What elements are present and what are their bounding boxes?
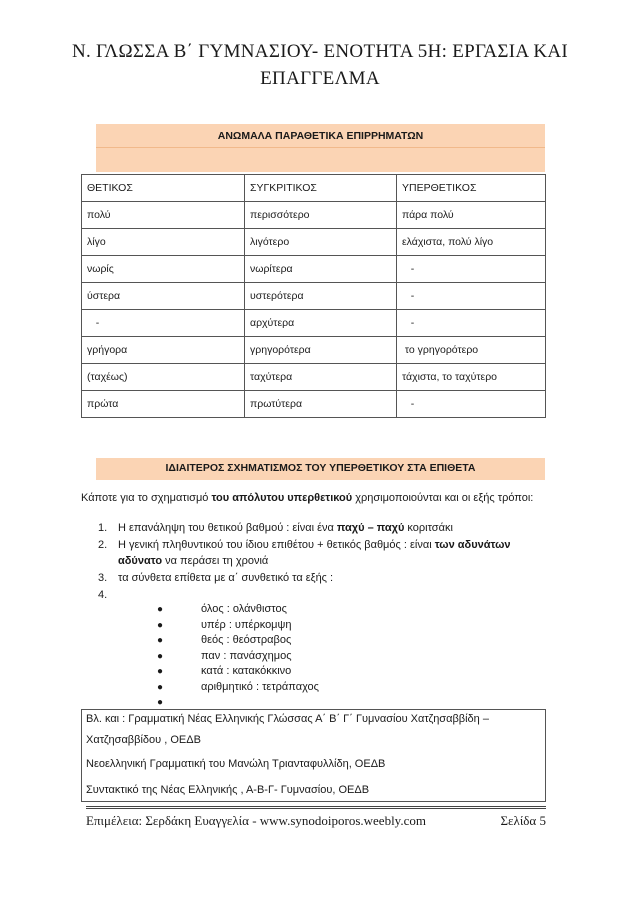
adverb-degrees-table	[81, 174, 546, 418]
table-cell: ύστερα	[82, 283, 245, 310]
bullet-text: παν : πανάσχημος	[201, 649, 292, 662]
table-row	[82, 391, 546, 418]
table-row	[82, 256, 546, 283]
step-number: 2.	[98, 539, 108, 551]
table-cell: λίγο	[82, 229, 245, 256]
page-number: Σελίδα 5	[500, 813, 546, 828]
table-cell: -	[82, 310, 245, 337]
list-item	[81, 537, 551, 569]
step-number: 1.	[98, 522, 108, 534]
step-number: 4.	[98, 589, 108, 601]
bullet-text: κατά : κατακόκκινο	[201, 665, 292, 677]
step-text-end: κοριτσάκι	[404, 522, 453, 534]
bullet-icon: ●	[157, 604, 164, 615]
table-cell: περισσότερο	[245, 202, 397, 229]
bullet-text: υπέρ : υπέρκομψη	[201, 618, 292, 631]
table-cell: νωρίτερα	[245, 256, 397, 283]
table-cell: πολύ	[82, 202, 245, 229]
heading-divider	[96, 147, 545, 148]
bullet-icon: ●	[157, 681, 164, 693]
bullet-icon: ●	[157, 650, 164, 662]
table-row	[82, 337, 546, 364]
step-bold-text: των αδυνάτων αδύνατο	[118, 539, 511, 567]
intro-bold-text: του απόλυτου υπερθετικού	[211, 492, 353, 504]
reference-line: Συντακτικό της Νέας Ελληνικής , Α-Β-Γ- Γυμνασίου, ΟΕΔΒ	[86, 784, 370, 796]
reference-line: Βλ. και : Γραμματική Νέας Ελληνικής Γλώσσας Α΄ Β΄ Γ΄ Γυμνασίου Χατζησαββίδη –	[86, 713, 489, 725]
page-footer	[86, 806, 546, 829]
table-cell: ταχύτερα	[245, 364, 397, 391]
bullet-text: όλος : ολάνθιστος	[201, 603, 287, 615]
numbered-list	[81, 520, 551, 601]
list-item	[81, 618, 551, 634]
reference-line: Χατζησαββίδου , ΟΕΔΒ	[86, 734, 201, 746]
table-header-row	[82, 175, 546, 202]
references-box	[81, 709, 546, 802]
table-row	[82, 283, 546, 310]
table-cell: το γρηγορότερο	[397, 337, 546, 364]
table-cell: -	[397, 391, 546, 418]
bullet-icon: ●	[157, 697, 164, 708]
table-cell: (ταχέως)	[82, 364, 245, 391]
bullet-text: αριθμητικό : τετράπαχος	[201, 680, 319, 693]
intro-paragraph	[81, 488, 551, 509]
document-title	[40, 38, 600, 92]
table-cell: ελάχιστα, πολύ λίγο	[397, 229, 546, 256]
step-text: Η γενική πληθυντικού του ίδιου επιθέτου + θετικός βαθμός : είναι	[118, 539, 435, 551]
title-line-2: ΕΠΑΓΓΕΛΜΑ	[260, 68, 380, 89]
table-cell: -	[397, 256, 546, 283]
section-heading-irregular-adverbs	[96, 124, 545, 172]
list-item	[81, 633, 551, 649]
list-item	[81, 664, 551, 680]
table-cell: υστερότερα	[245, 283, 397, 310]
step-number: 3.	[98, 572, 108, 584]
section-heading-text: ΑΝΩΜΑΛΑ ΠΑΡΑΘΕΤΙΚΑ ΕΠΙΡΡΗΜΑΤΩΝ	[217, 130, 424, 142]
step-bold-text: παχύ – παχύ	[336, 522, 405, 534]
intro-text-end: χρησιμοποιούνται και οι εξής τρόποι:	[352, 492, 534, 504]
section-heading-text: ΙΔΙΑΙΤΕΡΟΣ ΣΧΗΜΑΤΙΣΜΟΣ ΤΟΥ ΥΠΕΡΘΕΤΙΚΟΥ ΣΤΑ ΕΠΙΘΕΤΑ	[165, 462, 476, 474]
table-row	[82, 310, 546, 337]
table-cell: γρήγορα	[82, 337, 245, 364]
bullet-icon: ●	[157, 619, 164, 631]
table-header-cell: ΘΕΤΙΚΟΣ	[82, 175, 245, 202]
footer-author: Επιμέλεια: Σερδάκη Ευαγγελία - www.synodoiporos.weebly.com	[86, 813, 426, 828]
table-cell: πρωτύτερα	[245, 391, 397, 418]
intro-text: Κάποτε για το σχηματισμό	[81, 492, 212, 504]
list-item	[81, 602, 551, 618]
step-text: τα σύνθετα επίθετα με α΄ συνθετικό τα εξής :	[118, 572, 334, 584]
reference-line: Νεοελληνική Γραμματική του Μανώλη Τριανταφυλλίδη, ΟΕΔΒ	[86, 758, 386, 770]
list-item	[81, 570, 551, 586]
list-item	[81, 520, 551, 536]
table-cell: πάρα πολύ	[397, 202, 546, 229]
table-cell: πρώτα	[82, 391, 245, 418]
section-heading-superlative-formation	[96, 458, 545, 480]
list-item	[81, 649, 551, 665]
step-text-end: να περάσει τη χρονιά	[162, 555, 269, 567]
table-cell: νωρίς	[82, 256, 245, 283]
step-text: Η επανάληψη του θετικού βαθμού : είναι ένα	[118, 522, 337, 534]
table-cell: -	[397, 310, 546, 337]
bullet-list	[81, 602, 551, 711]
table-cell: τάχιστα, το ταχύτερο	[397, 364, 546, 391]
bullet-icon: ●	[157, 635, 164, 646]
title-line-1: Ν. ΓΛΩΣΣΑ Β΄ ΓΥΜΝΑΣΙΟΥ- ΕΝΟΤΗΤΑ 5Η: ΕΡΓΑΣΙΑ ΚΑΙ	[71, 41, 569, 62]
table-cell: γρηγορότερα	[245, 337, 397, 364]
table-body	[82, 175, 546, 418]
table-header-cell: ΣΥΓΚΡΙΤΙΚΟΣ	[245, 175, 397, 202]
bullet-icon: ●	[157, 666, 164, 677]
table-row	[82, 229, 546, 256]
table-cell: -	[397, 283, 546, 310]
table-row	[82, 202, 546, 229]
bullet-text: θεός : θεόστραβος	[201, 634, 292, 646]
table-row	[82, 364, 546, 391]
list-item	[81, 680, 551, 696]
table-cell: αρχύτερα	[245, 310, 397, 337]
table-header-cell: ΥΠΕΡΘΕΤΙΚΟΣ	[397, 175, 546, 202]
table-cell: λιγότερο	[245, 229, 397, 256]
